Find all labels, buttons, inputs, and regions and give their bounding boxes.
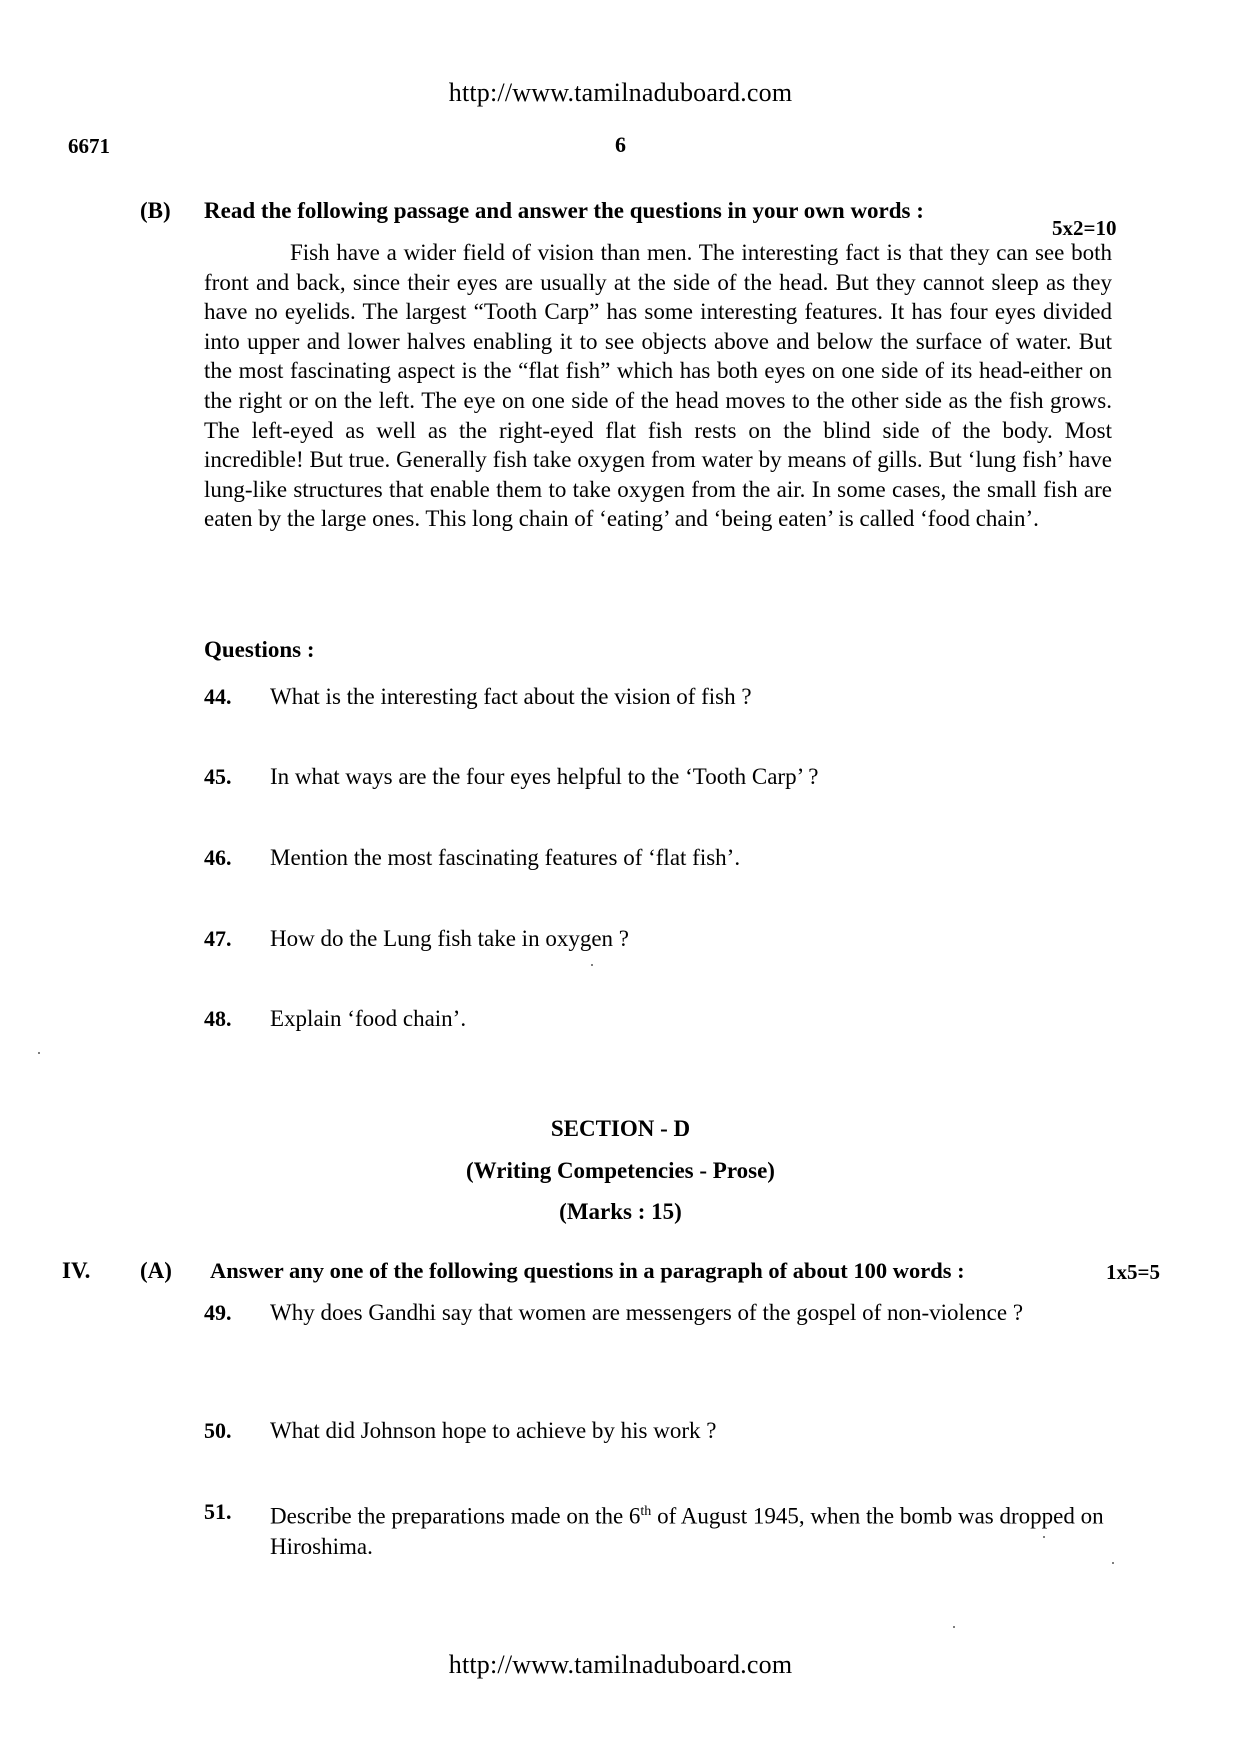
section-marks: (Marks : 15): [559, 1199, 682, 1224]
part-iv-a-label: (A): [140, 1258, 172, 1283]
section-title: SECTION - D: [550, 1116, 691, 1141]
section-subtitle: (Writing Competencies - Prose): [466, 1158, 775, 1183]
question-text: In what ways are the four eyes helpful to the ‘Tooth Carp’ ?: [270, 764, 819, 789]
superscript: th: [640, 1504, 652, 1519]
question-text: Mention the most fascinating features of ‘flat fish’.: [270, 845, 741, 870]
question-number: 48.: [204, 1006, 232, 1031]
scan-speck: [591, 964, 593, 966]
part-b-instruction: Read the following passage and answer the questions in your own words :: [204, 198, 924, 223]
question-text: What did Johnson hope to achieve by his work ?: [270, 1418, 717, 1443]
part-iv-roman: IV.: [62, 1258, 91, 1283]
question-number: 44.: [204, 684, 232, 709]
part-b-label: (B): [140, 198, 171, 223]
question-text: [270, 1497, 1112, 1562]
question-number: 51.: [204, 1499, 232, 1524]
part-iv-a-instruction: Answer any one of the following questions in a paragraph of about 100 words :: [210, 1258, 965, 1283]
page-number: 6: [615, 132, 626, 157]
reading-passage: Fish have a wider field of vision than men. The interesting fact is that they can see both front and back, since their eyes are usually at the side of the head. But they cannot sleep as they have no eyelids. The largest “Tooth Carp” has some interesting features. It has four eyes divided into upper and lower halves enabling it to see objects above and below the surface of water. But the most fascinating aspect is the “flat fish” which has both eyes on one side of its head-either on the right or on the left. The eye on one side of the head moves to the other side as the fish grows. The left-eyed as well as the right-eyed flat fish rests on the blind side of the body. Most incredible! But true. Generally fish take oxygen from water by means of gills. But ‘lung fish’ have lung-like structures that enable them to take oxygen from the air. In some cases, the small fish are eaten by the large ones. This long chain of ‘eating’ and ‘being eaten’ is called ‘food chain’.: [204, 240, 1112, 532]
question-text: How do the Lung fish take in oxygen ?: [270, 926, 629, 951]
questions-heading: Questions :: [204, 637, 315, 662]
question-number: 45.: [204, 764, 232, 789]
paper-code: 6671: [68, 134, 110, 158]
question-text-part: of August 1945, when the bomb was dropped on Hiroshima.: [270, 1503, 1104, 1559]
scan-speck: [1043, 1536, 1045, 1538]
part-iv-a-marks: 1x5=5: [1106, 1260, 1160, 1284]
part-b-marks: 5x2=10: [1052, 216, 1117, 240]
question-number: 46.: [204, 845, 232, 870]
footer-url: http://www.tamilnaduboard.com: [448, 1650, 793, 1679]
question-number: 47.: [204, 926, 232, 951]
scan-speck: [38, 1052, 40, 1054]
scan-speck: [953, 1626, 955, 1628]
question-text-part: Describe the preparations made on the 6: [270, 1503, 641, 1529]
question-number: 50.: [204, 1418, 232, 1443]
question-number: 49.: [204, 1300, 232, 1325]
header-url: http://www.tamilnaduboard.com: [448, 78, 793, 107]
question-text: What is the interesting fact about the vision of fish ?: [270, 684, 752, 709]
question-text: Why does Gandhi say that women are messengers of the gospel of non-violence ?: [270, 1300, 1024, 1325]
question-text: Explain ‘food chain’.: [270, 1006, 467, 1031]
scan-speck: [1112, 1562, 1114, 1564]
